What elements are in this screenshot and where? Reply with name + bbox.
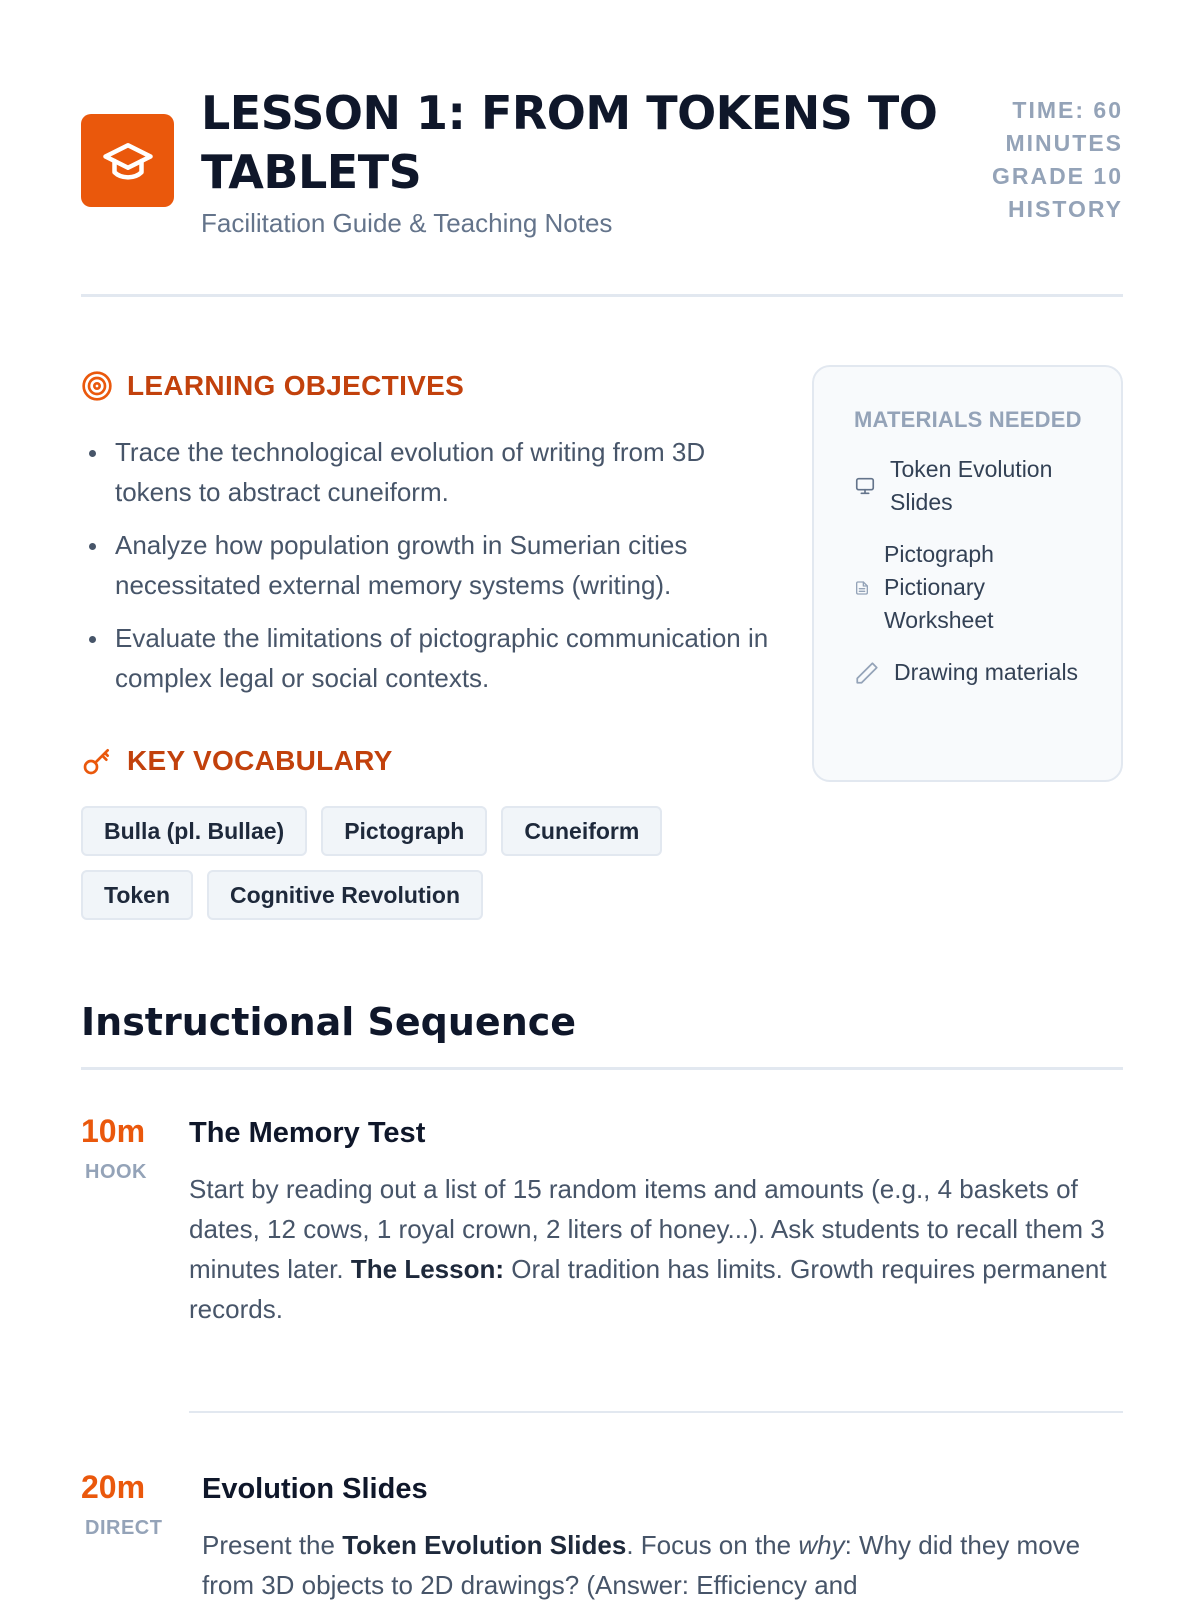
- list-item: Evaluate the limitations of pictographic communication in complex legal or social contexts.: [81, 618, 781, 698]
- step-text: [202, 1525, 1123, 1600]
- step-text-part: . Focus on the: [626, 1530, 792, 1560]
- sequence-step: [81, 1469, 1123, 1600]
- sequence-divider: [81, 1067, 1123, 1070]
- vocab-chip: Cognitive Revolution: [207, 870, 483, 920]
- target-icon: [81, 370, 113, 402]
- material-item: [854, 538, 1091, 637]
- objectives-list: [81, 432, 781, 711]
- lesson-logo: [81, 114, 174, 207]
- vocab-chip: Cuneiform: [501, 806, 662, 856]
- key-icon: [81, 745, 113, 777]
- step-text-italic: why: [798, 1530, 845, 1560]
- graduation-cap-icon: [101, 134, 155, 188]
- objectives-heading: [81, 370, 464, 402]
- step-body: [202, 1469, 1123, 1600]
- page-subtitle: Facilitation Guide & Teaching Notes: [201, 208, 613, 238]
- vocab-chip: Bulla (pl. Bullae): [81, 806, 307, 856]
- step-phase: HOOK: [85, 1161, 147, 1183]
- step-divider: [189, 1411, 1123, 1413]
- step-title: Evolution Slides: [202, 1473, 428, 1505]
- vocabulary-heading-label: KEY VOCABULARY: [127, 745, 393, 776]
- material-label: Drawing materials: [894, 659, 1079, 685]
- lesson-meta: [943, 94, 1123, 226]
- sequence-step: [81, 1113, 1123, 1353]
- material-label: Token Evolution Slides: [890, 456, 1053, 515]
- step-duration: 20m: [81, 1469, 146, 1505]
- material-item: [854, 453, 1091, 519]
- step-text-part: Oral tradition has limits. Growth requires permanent records.: [189, 1254, 1107, 1324]
- step-duration: 10m: [81, 1113, 146, 1149]
- vocabulary-chips: [81, 806, 781, 920]
- page-title: LESSON 1: FROM TOKENS TO TABLETS: [201, 86, 938, 199]
- step-text-part: Present the: [202, 1530, 335, 1560]
- step-title: The Memory Test: [189, 1117, 426, 1149]
- document-icon: [854, 580, 870, 596]
- step-text-part: : Why did they move from 3D objects to 2D drawings? (Answer: Efficiency and: [202, 1530, 1081, 1600]
- lesson-header: [81, 84, 1123, 244]
- lesson-grade: GRADE 10 HISTORY: [991, 163, 1123, 222]
- pencil-icon: [854, 660, 880, 686]
- vocab-chip: Token: [81, 870, 193, 920]
- material-label: Pictograph Pictionary Worksheet: [884, 541, 994, 633]
- step-text-part: Start by reading out a list of 15 random items and amounts (e.g., 4 baskets of dates, 12 cows, 1 royal crown, 2 liters of honey...). Ask students to recall them 3 minutes later.: [189, 1174, 1105, 1284]
- monitor-icon: [854, 475, 876, 497]
- header-divider: [81, 294, 1123, 297]
- step-phase: DIRECT: [85, 1517, 163, 1539]
- lesson-duration: TIME: 60 MINUTES: [1005, 97, 1123, 156]
- material-item: [854, 656, 1091, 689]
- objectives-heading-label: LEARNING OBJECTIVES: [127, 370, 465, 401]
- step-text-bold: The Lesson:: [350, 1254, 505, 1284]
- step-text: [189, 1169, 1119, 1329]
- materials-card: [812, 365, 1123, 782]
- title-block: [201, 84, 961, 239]
- list-item: Analyze how population growth in Sumerian cities necessitated external memory systems (writing).: [81, 525, 781, 605]
- sequence-heading: Instructional Sequence: [81, 1000, 577, 1044]
- list-item: Trace the technological evolution of writing from 3D tokens to abstract cuneiform.: [81, 432, 781, 512]
- vocab-chip: Pictograph: [321, 806, 487, 856]
- step-body: [189, 1113, 1119, 1329]
- materials-heading: MATERIALS NEEDED: [854, 407, 1082, 432]
- step-text-bold: Token Evolution Slides: [342, 1530, 627, 1560]
- vocabulary-heading: [81, 745, 393, 777]
